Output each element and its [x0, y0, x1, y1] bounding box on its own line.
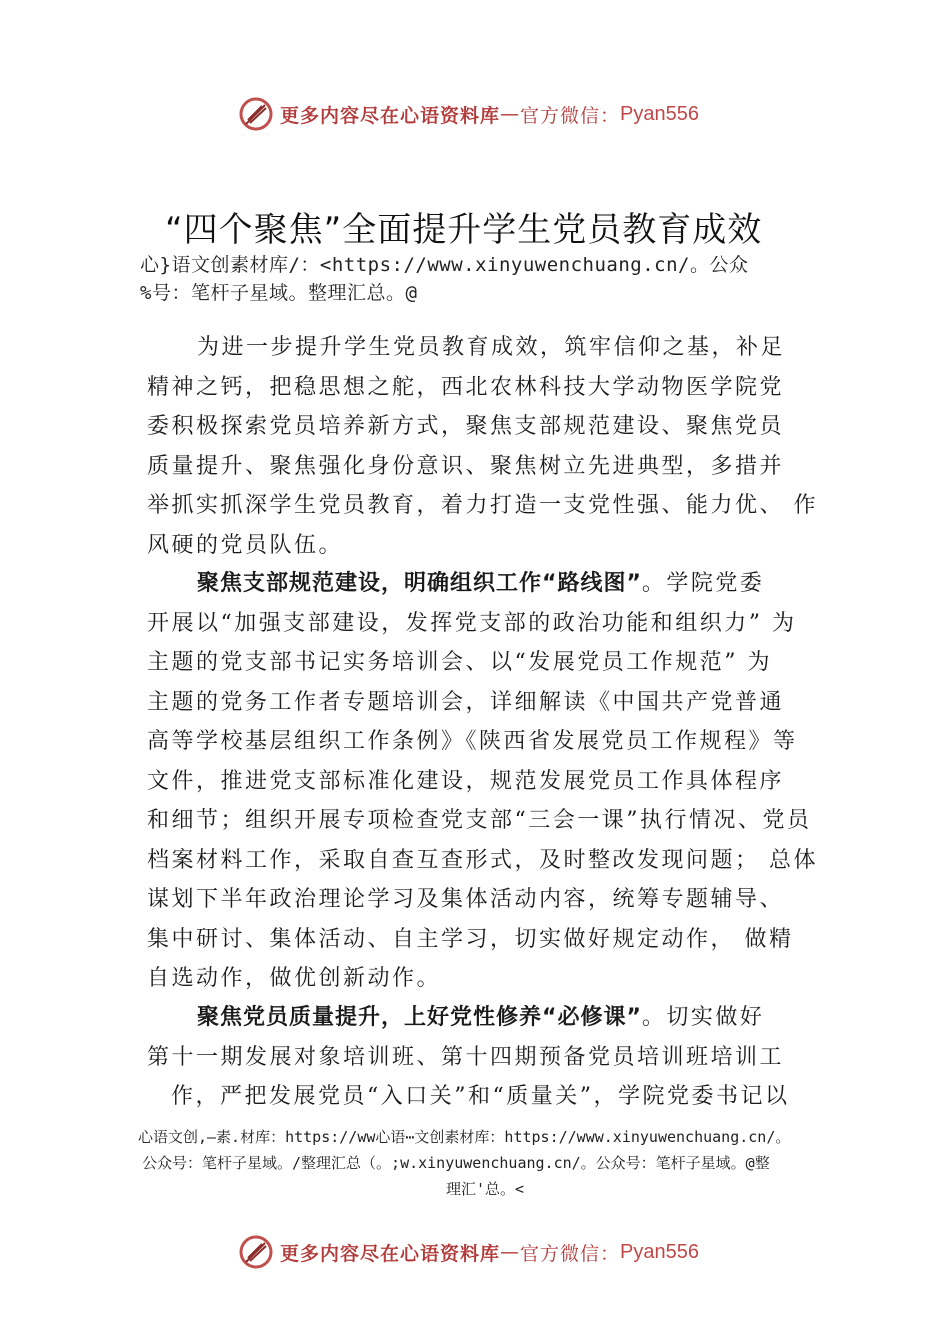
header-banner: [238, 94, 699, 134]
paragraph-line: 主题的党支部书记实务培训会、以“发展党员工作规范” 为: [147, 650, 772, 675]
heading-tail: 。学院党委: [641, 571, 765, 596]
banner-wechat-id: Pyan556: [620, 1240, 699, 1263]
document-title: “四个聚焦”全面提升学生党员教育成效: [165, 210, 763, 250]
paragraph-line: 高等学校基层组织工作条例》《陕西省发展党员工作规程》等: [147, 729, 798, 754]
paragraph-line: 作，严把发展党员“入口关”和“质量关”，学院党委书记以: [171, 1084, 790, 1109]
section-heading: 聚焦党员质量提升，上好党性修养“必修课”: [197, 1005, 642, 1030]
footer-watermark-line: 理汇'总。<: [446, 1180, 525, 1198]
paragraph-line: 集中研讨、集体活动、自主学习，切实做好规定动作， 做精: [147, 926, 794, 952]
paragraph-line: 开展以“加强支部建设，发挥党支部的政治功能和组织力” 为: [147, 610, 797, 636]
watermark-line-2: %号：笔杆子星域。整理汇总。@: [140, 282, 418, 304]
banner-text: 更多内容尽在心语资料库: [280, 1242, 501, 1265]
paragraph-line: 主题的党务工作者专题培训会，详细解读《中国共产党普通: [147, 689, 785, 715]
paragraph-line: 举抓实抓深学生党员教育，着力打造一支党性强、能力优、 作: [147, 493, 818, 518]
footer-watermark-line: 公众号：笔杆子星域。/整理汇总（。;w.xinyuwenchuang.cn/。公众号：笔杆子星域。@整: [142, 1154, 770, 1172]
heading-tail: 。切实做好: [641, 1005, 765, 1030]
paragraph-line: 和细节；组织开展专项检查党支部“三会一课”执行情况、党员: [147, 808, 812, 833]
footer-watermark-line: 心语文创,—素.材库：https://ww心语⋯文创素材库：https://www.xinyuwenchuang.cn/。: [138, 1128, 791, 1146]
banner-wechat-id: Pyan556: [620, 102, 699, 125]
paragraph-line: 档案材料工作，采取自查互查形式，及时整改发现问题； 总体: [147, 847, 818, 873]
paragraph-branch-building: [147, 564, 817, 999]
paragraph-line: 为进一步提升学生党员教育成效，筑牢信仰之基，补足: [197, 335, 786, 360]
quill-logo-icon: [238, 96, 274, 132]
watermark-line-1: 心}语文创素材库/：<https://www.xinyuwenchuang.cn/。公众: [140, 254, 749, 276]
paragraph-line: 第十一期发展对象培训班、第十四期预备党员培训班培训工: [147, 1044, 785, 1070]
paragraph-line: 精神之钙，把稳思想之舵，西北农林科技大学动物医学院党: [147, 374, 785, 400]
banner-dash: —: [500, 103, 521, 125]
paragraph-line: 自选动作，做优创新动作。: [147, 966, 442, 991]
banner-wechat-label: 官方微信：: [520, 1242, 621, 1265]
quill-logo-icon: [238, 1234, 274, 1270]
paragraph-line: 风硬的党员队伍。: [147, 532, 344, 558]
paragraph-quality: [147, 998, 817, 1117]
paragraph-line: 质量提升、聚焦强化身份意识、聚焦树立先进典型，多措并: [147, 453, 785, 479]
banner-text: 更多内容尽在心语资料库: [280, 104, 501, 127]
banner-dash: —: [500, 1241, 521, 1263]
paragraph-line: 文件，推进党支部标准化建设，规范发展党员工作具体程序: [147, 768, 785, 794]
paragraph-intro: [147, 328, 817, 565]
paragraph-line: 委积极探索党员培养新方式，聚焦支部规范建设、聚焦党员: [147, 414, 785, 439]
section-heading: 聚焦支部规范建设，明确组织工作“路线图”: [197, 571, 642, 596]
paragraph-line: 谋划下半年政治理论学习及集体活动内容，统筹专题辅导、: [147, 887, 785, 912]
banner-wechat-label: 官方微信：: [520, 104, 621, 127]
footer-banner: [238, 1232, 699, 1272]
